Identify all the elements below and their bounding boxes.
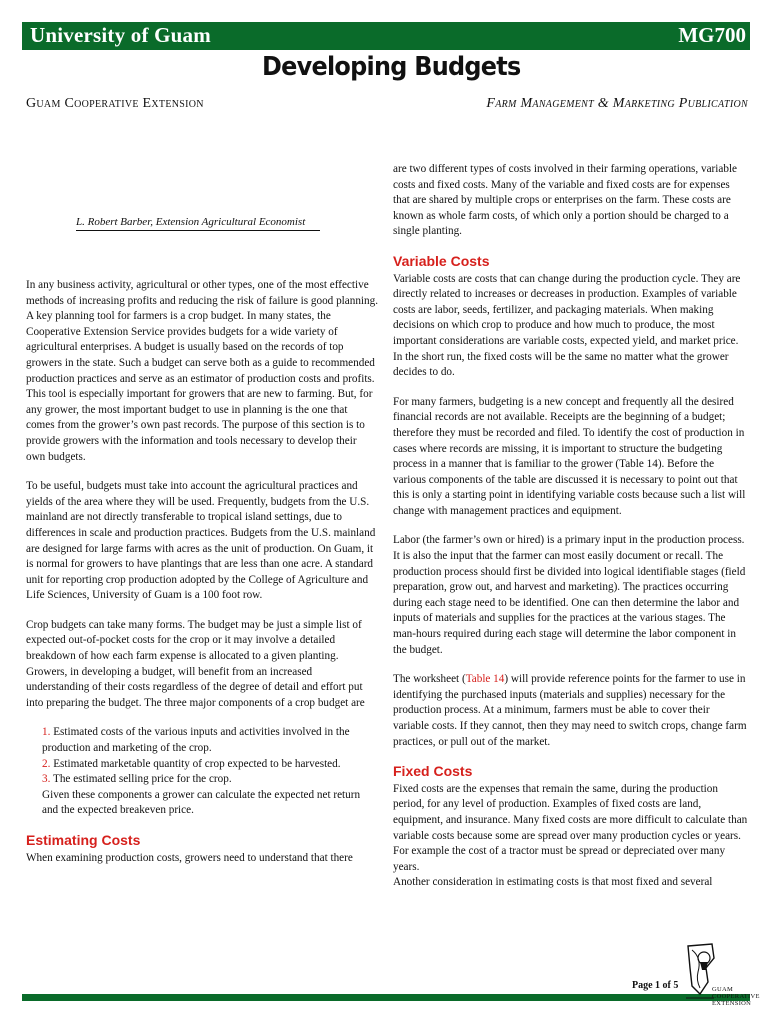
heading-estimating-costs: Estimating Costs <box>26 832 141 848</box>
subtitle-left: Guam Cooperative Extension <box>26 96 204 111</box>
text-run: ) will provide reference points for the farmer to use in identifying the purchased inputs (materials and supplies) necessary for the production process. At a minimum, farmers must be able to cover their variable costs. If they cannot, then they may need to switch crops, change farm practices, or pull out of the market. <box>393 673 747 748</box>
text-run: The worksheet ( <box>393 673 466 686</box>
author-line: L. Robert Barber, Extension Agricultural Economist <box>76 216 320 231</box>
paragraph: Labor (the farmer’s own or hired) is a primary input in the production process. It is also the input that the farmer can most easily document or recall. The production process should first be divided into logical identifiable stages (field preparation, grow out, and harvest and marketing). The practices occurring during each stage need to be identified. One can then determine the labor and inputs of materials and supplies for the practices at the various stages. The man-hours required during each stage will determine the labor component in the budget. <box>393 534 746 656</box>
paragraph: Variable costs are costs that can change during the production cycle. They are directly related to increases or decreases in production. Examples of variable costs are labor, seeds, fertilizer, and packaging materials. When making decisions on which crop to produce and how much to produce, the most important considerations are variable costs, expected yield, and market price. In the short run, the fixed costs will be the same no matter what the grower decides to do. <box>393 272 741 379</box>
subtitle-right: Farm Management & Marketing Publication <box>486 96 748 111</box>
paragraph: are two different types of costs involved in their farming operations, variable costs and fixed costs. Many of the variable and fixed costs are for expenses that are shared by multiple crops or enterprises on the farm. These costs are known as whole farm costs, of which only a portion should be charged to a single planting. <box>393 163 738 238</box>
list-number: 2. <box>42 757 51 770</box>
logo-line: COOPERATIVE <box>712 993 760 1000</box>
right-column <box>393 162 748 905</box>
footer-bar <box>22 994 750 1001</box>
paragraph: For many farmers, budgeting is a new concept and frequently all the desired financial records are not available. Receipts are the beginning of a budget; therefore they must be recorded and filed. To identify the cost of production in cases where records are missing, it is important to structure the budgeting process in a manner that is familiar to the grower (Table 14). Before the various components of the table are discussed it is necessary to point out that this is only a starting point in identifying variable costs because such a list will change with management practices and equipment. <box>393 395 746 517</box>
page-title: Developing Budgets <box>262 52 521 82</box>
page-number: Page 1 of 5 <box>632 980 679 991</box>
paragraph: Crop budgets can take many forms. The budget may be just a simple list of expected out-of-pocket costs for the crop or it may involve a detailed breakdown of how each farm expense is allocated to a given planting. Growers, in developing a budget, will benefit from an increased understanding of their costs regardless of the degree of detail and effort put into preparing the budget. The three major components of a crop budget are <box>26 618 365 709</box>
list-number: 1. <box>42 726 51 739</box>
list-item <box>42 757 378 773</box>
list-text: Estimated marketable quantity of crop expected to be harvested. <box>53 757 341 770</box>
list-item <box>42 772 378 788</box>
components-list <box>26 725 378 819</box>
publication-code: MG700 <box>678 23 746 47</box>
paragraph: When examining production costs, growers need to understand that there <box>26 851 353 864</box>
list-number: 3. <box>42 773 51 786</box>
paragraph: To be useful, budgets must take into account the agricultural practices and yields of the area where they will be used. Frequently, budgets from the U.S. mainland are not directly transferable to tropical island settings, due to differences in scale and production practices. Budgets from the U.S. mainland are designed for large farms with acres as the unit of production. On Guam, it is normal for growers to have plantings that are less than one acre. A standard unit for reporting crop production adopted by the College of Agriculture and Life Sciences, University of Guam is a 100 foot row. <box>26 480 376 602</box>
left-column <box>26 278 378 880</box>
org-name: University of Guam <box>30 23 211 47</box>
list-text: Estimated costs of the various inputs and activities involved in the production and marketing of the crop. <box>42 726 350 755</box>
heading-fixed-costs: Fixed Costs <box>393 763 473 780</box>
table-14-link[interactable]: Table 14 <box>465 673 505 686</box>
paragraph: Another consideration in estimating costs is that most fixed and several <box>393 876 713 889</box>
paragraph <box>393 672 748 750</box>
list-text: The estimated selling price for the crop. <box>53 773 232 786</box>
heading-variable-costs: Variable Costs <box>393 252 490 269</box>
logo-caption <box>712 986 760 1007</box>
logo-line: GUAM <box>712 986 734 993</box>
list-after: Given these components a grower can calculate the expected net return and the expected breakeven price. <box>42 788 361 817</box>
logo-line: EXTENSION <box>712 1000 752 1007</box>
list-item <box>42 725 378 756</box>
paragraph: Fixed costs are the expenses that remain the same, during the production period, for any level of production. Examples of fixed costs are land, equipment, and insurance. Many fixed costs are more difficult to calculate than variable costs because some are spread over many production cycles or years. For example the cost of a tractor must be spread or depreciated over many years. <box>393 782 748 873</box>
paragraph: In any business activity, agricultural or other types, one of the most effective methods of increasing profits and reducing the risk of failure is good planning. A key planning tool for farmers is a crop budget. In many states, the Cooperative Extension Service provides budgets for a wide variety of agricultural enterprises. A budget is usually based on the records of top growers in the state. Such a budget can serve both as a guide to recommended production practices and serve as an estimator of production costs and profits. This tool is especially important for growers that are new to farming. But, for any grower, the most important budget to use in planning is the one that comes from the grower’s own past records. The purpose of this section is to provide growers with the information and tools necessary to develop their own budgets. <box>26 279 379 463</box>
